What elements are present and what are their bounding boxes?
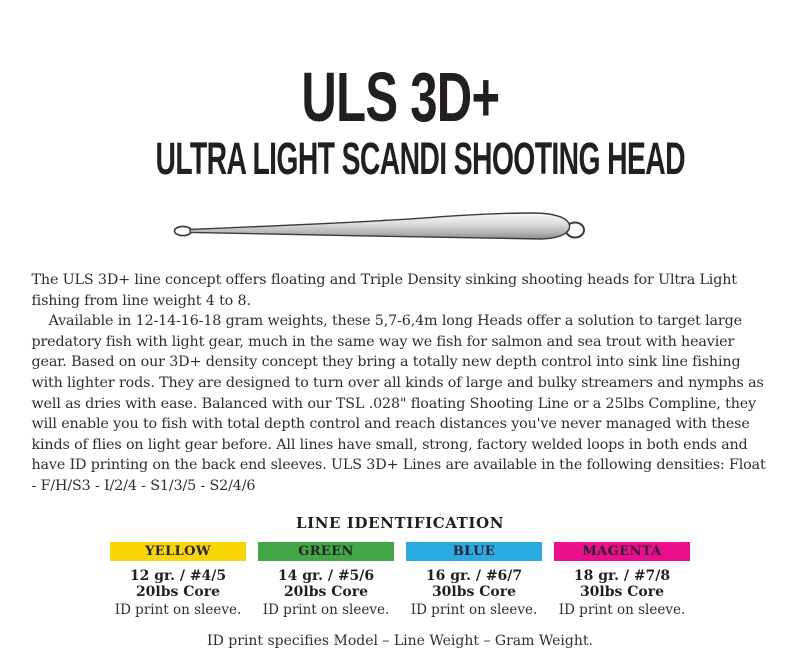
variant-core: 30lbs Core — [431, 583, 517, 600]
variant-core: 20lbs Core — [283, 583, 369, 600]
variant-magenta — [548, 542, 696, 619]
variant-weight: 12 gr. / #4/5 — [129, 567, 227, 584]
variant-blue — [400, 542, 548, 619]
variant-green — [252, 542, 400, 619]
variant-core: 20lbs Core — [135, 583, 221, 600]
color-bar-magenta: MAGENTA — [554, 542, 690, 561]
variant-weight: 18 gr. / #7/8 — [573, 567, 671, 584]
id-print-footnote: ID print specifies Model – Line Weight – Gram Weight. — [207, 632, 593, 649]
front-loop — [175, 226, 192, 235]
variant-note: ID print on sleeve. — [114, 601, 242, 618]
head-body — [190, 213, 570, 239]
variant-note: ID print on sleeve. — [262, 601, 390, 618]
variant-note: ID print on sleeve. — [410, 601, 538, 618]
color-bar-yellow: YELLOW — [110, 542, 246, 561]
color-bar-green: GREEN — [258, 542, 394, 561]
color-bar-blue: BLUE — [406, 542, 542, 561]
shooting-head-illustration — [170, 199, 630, 257]
details-paragraph: Available in 12-14-16-18 gram weights, these 5,7-6,4m long Heads offer a solution to target large predatory fish with light gear, much in the same way we fish for salmon and sea trout with heavier gear. Based on our 3D+ density concept they bring a totally new depth control into sink line fishing with lighter rods. They are designed to turn over all kinds of large and bulky streamers and nymphs as well as dries with ease. Balanced with our TSL .028" floating Shooting Line or a 25lbs Compline, they will enable you to fish with total depth control and reach distances you've never managed with these kinds of flies on light gear before. All lines have small, strong, factory welded loops in both ends and have ID printing on the back end sleeves. ULS 3D+ Lines are available in the following densities: Float - F/H/S3 - I/2/4 - S1/3/5 - S2/4/6 — [31, 313, 766, 494]
line-identification-table — [0, 542, 800, 619]
variant-yellow — [104, 542, 252, 619]
page-subtitle-wrap — [0, 133, 800, 184]
title-block — [0, 0, 800, 184]
variant-note: ID print on sleeve. — [558, 601, 686, 618]
variant-core: 30lbs Core — [579, 583, 665, 600]
variant-weight: 14 gr. / #5/6 — [277, 567, 375, 584]
line-identification-heading: LINE IDENTIFICATION — [295, 513, 505, 532]
intro-paragraph: The ULS 3D+ line concept offers floating and Triple Density sinking shooting heads for Ultra Light fishing from line weight 4 to 8. — [31, 272, 737, 309]
variant-weight: 16 gr. / #6/7 — [425, 567, 523, 584]
page-title: ULS 3D+ — [301, 58, 499, 136]
body-copy — [32, 270, 769, 497]
page-subtitle: ULTRA LIGHT SCANDI SHOOTING HEAD — [155, 133, 685, 184]
